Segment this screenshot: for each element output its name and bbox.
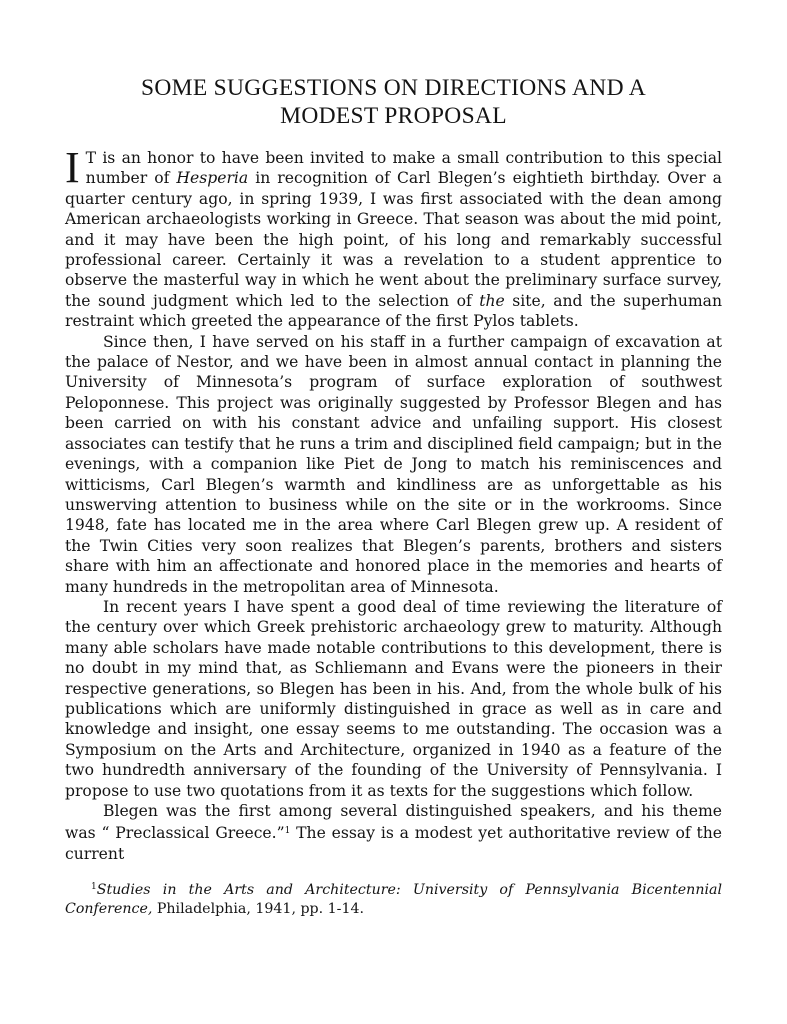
- emphasis-the: the: [479, 291, 505, 310]
- paragraph-2: Since then, I have served on his staff in a further campaign of excavation at the palace of Nestor, and we have been in almost annual contact in planning the University of Minnesota’s program of surface exploration of southwest Peloponnese. This project was originally suggested by Professor Blegen and has been carried on with his constant advice and unfailing support. His closest associates can testify that he runs a trim and disciplined field campaign; but in the evenings, with a companion like Piet de Jong to match his reminiscences and witticisms, Carl Blegen’s warmth and kindliness are as unforgettable as his unswerving attention to business while on the site or in the workrooms. Since 1948, fate has located me in the area where Carl Blegen grew up. A resident of the Twin Cities very soon realizes that Blegen’s parents, brothers and sisters share with him an affectionate and honored place in the memories and hearts of many hundreds in the metropolitan area of Minnesota.: [65, 332, 722, 596]
- paragraph-1-text-a: T is an honor to have been invited to make a small contribution to this special number of: [85, 149, 722, 188]
- paragraph-1-text-b: in recognition of Carl Blegen’s eightieth birthday. Over a quarter century ago, in spring 1939, I was first associated with the dean among American archaeologists working in Greece. That season was about the mid point, and it may have been the high point, of his long and remarkably successful professional career. Certainly it was a revelation to a student apprentice to observe the masterful way in which he went about the preliminary surface survey, the sound judgment which led to the selection of: [65, 169, 722, 310]
- paragraph-4-text-b: The essay is a modest yet authoritative review of the current: [65, 824, 723, 863]
- drop-cap: I: [65, 143, 80, 192]
- paragraph-4-text-a: Blegen was the first among several distinguished speakers, and his theme was “ Preclassical Greece.”: [65, 802, 722, 843]
- article-title: [65, 74, 722, 130]
- journal-name: Hesperia: [176, 169, 249, 188]
- footnote-citation-rest: Philadelphia, 1941, pp. 1-14.: [152, 901, 365, 918]
- title-line-1: SOME SUGGESTIONS ON DIRECTIONS AND A: [141, 75, 646, 101]
- article-body: [65, 143, 723, 864]
- footnote-citation-title: Studies in the Arts and Architecture: University of Pennsylvania Bicentennial Conference,: [65, 882, 722, 918]
- paragraph-1: [65, 143, 723, 332]
- footnote-number: 1: [91, 882, 97, 893]
- paragraph-3: In recent years I have spent a good deal of time reviewing the literature of the century over which Greek prehistoric archaeology grew to maturity. Although many able scholars have made notable contributions to this development, there is no doubt in my mind that, as Schliemann and Evans were the pioneers in their respective generations, so Blegen has been in his. And, from the whole bulk of his publications which are uniformly distinguished in grace as well as in care and knowledge and insight, one essay seems to me outstanding. The occasion was a Symposium on the Arts and Architecture, organized in 1940 as a feature of the two hundredth anniversary of the founding of the University of Pennsylvania. I propose to use two quotations from it as texts for the suggestions which follow.: [65, 597, 722, 800]
- title-line-2: MODEST PROPOSAL: [280, 103, 507, 129]
- footnote-ref: 1: [284, 826, 291, 837]
- footnote: [65, 878, 722, 919]
- paragraph-4: [65, 801, 722, 864]
- page: [65, 74, 722, 919]
- paragraph-1-text-c: site, and the superhuman restraint which greeted the appearance of the first Pylos tablets.: [65, 291, 723, 331]
